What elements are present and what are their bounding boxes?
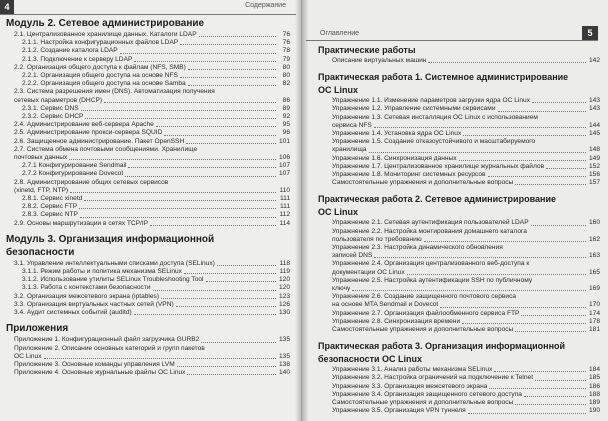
dot-leader	[180, 44, 276, 45]
toc-entry	[318, 146, 600, 154]
toc-entry	[6, 260, 290, 268]
section-gap	[6, 317, 290, 321]
toc-entry-text: 2.2.2. Организация общего доступа на основе Samba	[22, 80, 186, 88]
toc-entry-text: 3.1.1. Режим работы и политика механизма SELinux	[22, 268, 182, 276]
toc-entry-text: 2.8. Администрирование общих сетевых сервисов	[14, 178, 169, 186]
toc-entry-page: 144	[588, 121, 600, 129]
toc-entry-text: 2.3.2. Сервис DHCP	[22, 113, 84, 121]
toc-entry	[318, 391, 600, 399]
dot-leader	[44, 358, 277, 359]
toc-entry-page: 145	[588, 130, 600, 138]
toc-entry	[6, 105, 290, 113]
dot-leader	[176, 306, 276, 307]
toc-entry-text: Упражнение 2.6. Создание защищенного почтового сервиса	[332, 293, 517, 301]
dot-leader	[134, 314, 276, 315]
toc-entry-text: Упражнение 1.1. Изменение параметров загрузки ядра OC Linux	[332, 97, 530, 105]
toc-entry	[6, 162, 290, 170]
toc-entry	[318, 318, 600, 326]
toc-entry-text-continued: сервиса NFS	[332, 121, 372, 129]
toc-entry-text: 2.6. Защищенное администрирование. Пакет OpenSSH	[14, 137, 185, 145]
right-page-header	[306, 26, 598, 41]
toc-entry-text: Упражнение 1.3. Сетевая инсталляция OC Linux с использованием	[332, 113, 538, 121]
section-title: Модуль 2. Сетевое администрирование	[6, 18, 205, 29]
toc-entry-text: 3.3. Организация виртуальных частных сетей (VPN)	[14, 300, 174, 308]
section-title-continued: безопасности	[6, 246, 75, 258]
toc-entry-text-continued: документации OC Linux	[332, 268, 405, 276]
dot-leader	[494, 371, 586, 372]
dot-leader	[70, 192, 276, 193]
toc-entry-text-continued: (xinetd, FTP, NTP)	[14, 186, 69, 194]
toc-entry	[318, 399, 600, 407]
toc-entry-text: 2.7.2 Конфигурирование Dovecot	[22, 170, 124, 178]
toc-entry	[318, 171, 600, 179]
section-title: Практическая работа 2. Сетевое администрирование	[318, 194, 556, 205]
dot-leader	[462, 323, 586, 324]
dot-leader	[85, 118, 276, 119]
dot-leader	[84, 200, 276, 201]
toc-entry-text-continued: хранилища	[332, 146, 367, 154]
dot-leader	[128, 167, 276, 168]
dot-leader	[161, 298, 276, 299]
toc-entry	[318, 179, 600, 187]
toc-entry	[318, 366, 600, 374]
toc-entry	[318, 285, 600, 293]
toc-entry	[318, 155, 600, 163]
toc-entry	[318, 269, 600, 277]
dot-leader	[80, 217, 276, 218]
dot-leader	[369, 152, 586, 153]
toc-entry-page: 165	[588, 268, 600, 276]
toc-entry	[6, 138, 290, 146]
toc-entry-text: 2.1. Централизованное хранилище данных. Каталоги LDAP	[14, 31, 197, 38]
toc-entry-text: Упражнение 2.1. Сетевая аутентификация пользователей LDAP	[332, 219, 529, 227]
toc-entry-text-continued: OC Linux	[14, 352, 42, 360]
toc-entry	[318, 374, 600, 382]
toc-entry	[6, 309, 290, 317]
toc-entry-text: 2.7. Система обмена почтовыми сообщениями. Хранилище	[14, 145, 198, 153]
toc-entry-text: Упражнение 3.4. Организация защищенного сетевого доступа	[332, 390, 522, 398]
section-gap	[6, 228, 290, 232]
dot-leader	[546, 168, 586, 169]
toc-entry	[318, 97, 600, 105]
toc-entry-page: 120	[278, 276, 290, 284]
toc-entry-text: 2.8.2. Сервис FTP	[22, 203, 78, 211]
toc-entry-text: Упражнение 3.1. Анализ работы механизма SELinux	[332, 366, 493, 374]
toc-entry	[318, 301, 600, 309]
dot-leader	[524, 396, 586, 397]
dot-leader	[440, 307, 586, 308]
toc-entry	[6, 220, 290, 228]
toc-entry	[6, 31, 290, 39]
section-title: Модуль 3. Организация информационной	[6, 233, 215, 245]
dot-leader	[459, 160, 586, 161]
toc-entry-text: 2.4. Администрирование веб-сервера Apache	[14, 121, 154, 129]
toc-entry	[6, 113, 290, 121]
toc-entry-page: 160	[588, 219, 600, 227]
toc-entry	[6, 154, 290, 162]
toc-entry-text: Упражнение 3.3. Организация межсетевого экрана	[332, 382, 488, 390]
toc-entry	[318, 310, 600, 318]
toc-entry-page: 181	[588, 326, 600, 334]
toc-entry-text: Упражнение 2.4. Организация централизованного веб-доступа к	[332, 260, 530, 268]
toc-entry-page: 130	[278, 309, 290, 317]
toc-entry-page: 89	[282, 104, 290, 112]
toc-entry-page: 80	[282, 63, 290, 71]
toc-entry-page: 101	[278, 137, 290, 145]
section-title: Практическая работа 3. Организация информационной	[318, 341, 566, 352]
dot-leader	[177, 366, 276, 367]
dot-leader	[199, 36, 276, 37]
toc-entry-text: 3.1.2. Использование утилиты SELinux Troubleshooting Tool	[22, 276, 204, 284]
toc-entry	[6, 80, 290, 88]
toc-entry	[6, 97, 290, 105]
dot-leader	[498, 111, 586, 112]
toc-entry-page: 82	[282, 80, 290, 88]
section-title: Практические работы	[318, 45, 416, 55]
toc-entry-page: 149	[588, 154, 600, 162]
toc-entry-page: 106	[278, 154, 290, 162]
toc-entry-page: 162	[588, 235, 600, 243]
dot-leader	[156, 126, 276, 127]
dot-leader	[134, 61, 276, 62]
toc-entry-text: Упражнение 1.6. Синхронизация данных	[332, 154, 457, 162]
toc-entry	[318, 383, 600, 391]
toc-entry-text: 2.2.1. Организация общего доступа на основе NFS	[22, 72, 178, 80]
toc-entry-text: 2.1.1. Настройка конфигурационных файлов LDAP	[22, 39, 179, 47]
left-page-number: 4	[0, 0, 14, 14]
toc-entry	[6, 195, 290, 203]
toc-entry	[318, 326, 600, 334]
toc-entry	[6, 39, 290, 47]
dot-leader	[201, 342, 276, 343]
dot-leader	[180, 77, 276, 78]
toc-entry-text: Приложение 4. Основные журнальные файлы OC Linux	[14, 369, 186, 377]
toc-entry-page: 119	[279, 268, 290, 276]
section-title-continued: OC Linux	[318, 85, 358, 96]
toc-entry	[6, 56, 290, 64]
left-page	[0, 0, 301, 421]
right-running-header: Оглавление	[320, 30, 360, 37]
toc-entry	[6, 369, 290, 377]
toc-entry-page: 186	[588, 382, 600, 390]
section-gap	[318, 334, 600, 338]
toc-entry-page: 169	[588, 285, 600, 293]
toc-entry	[6, 361, 290, 369]
dot-leader	[206, 281, 276, 282]
dot-leader	[463, 135, 586, 136]
toc-entry-page: 95	[282, 121, 290, 129]
dot-leader	[217, 265, 276, 266]
toc-entry-page: 118	[279, 259, 290, 267]
toc-entry	[6, 276, 290, 284]
toc-entry-page: 170	[588, 301, 600, 309]
toc-entry-text: Самостоятельные упражнения и дополнительные вопросы	[332, 399, 514, 407]
dot-leader	[515, 404, 586, 405]
toc-entry-page: 188	[588, 390, 600, 398]
toc-entry-text: Приложение 3. Основные команды управления LVM	[14, 360, 175, 368]
left-page-header	[0, 0, 296, 15]
dot-leader	[374, 257, 586, 258]
toc-entry	[6, 72, 290, 80]
toc-entry-text: Упражнение 1.7. Централизованное хранилище журнальных файлов	[332, 162, 545, 170]
toc-entry-text: 3.1.3. Работа с контекстами безопасности	[22, 284, 151, 292]
dot-leader	[153, 290, 276, 291]
dot-leader	[150, 225, 276, 226]
toc-entry-page: 114	[279, 219, 290, 227]
dot-leader	[79, 208, 276, 209]
section-title-continued: OC Linux	[318, 207, 358, 218]
toc-entry	[6, 336, 290, 344]
toc-entry-page: 79	[282, 55, 290, 63]
toc-entry-page: 135	[278, 336, 290, 344]
section-title: Приложения	[6, 323, 69, 335]
dot-leader	[428, 62, 586, 63]
dot-leader	[531, 225, 586, 226]
toc-entry	[318, 122, 600, 130]
section-title: Практическая работа 1. Системное администрирование	[318, 72, 569, 83]
toc-entry	[6, 211, 290, 219]
toc-entry-text: Упражнение 3.2. Настройка ограничений на подключение к Telnet	[332, 374, 534, 382]
dot-leader	[468, 413, 586, 414]
toc-entry-page: 111	[279, 203, 290, 211]
toc-entry-text: Упражнение 2.8. Синхронизация времени	[332, 317, 461, 325]
dot-leader	[120, 53, 276, 54]
dot-leader	[104, 102, 276, 103]
toc-entry-page: 140	[278, 369, 290, 377]
toc-entry	[6, 187, 290, 195]
toc-entry-page: 178	[588, 317, 600, 325]
dot-leader	[187, 374, 276, 375]
toc-entry-page: 135	[278, 352, 290, 360]
dot-leader	[69, 159, 276, 160]
toc-entry-page: 143	[588, 97, 600, 105]
toc-entry-text: 2.7.1 Конфигурирование Sendmail	[22, 162, 127, 170]
dot-leader	[164, 135, 276, 136]
right-page-number: 5	[582, 26, 598, 40]
toc-entry-page: 107	[278, 162, 290, 170]
toc-entry-page: 185	[588, 374, 600, 382]
dot-leader	[488, 176, 586, 177]
toc-entry-page: 126	[278, 300, 290, 308]
dot-leader	[515, 184, 586, 185]
toc-entry-text-continued: ключу	[332, 285, 351, 293]
dot-leader	[184, 273, 276, 274]
toc-entry-text: Упражнение 1.8. Мониторинг системных ресурсов	[332, 171, 486, 179]
toc-entry-text: 2.3.1. Сервис DNS	[22, 104, 79, 112]
toc-entry-page: 96	[282, 129, 290, 137]
dot-leader	[521, 315, 586, 316]
left-toc	[6, 16, 290, 377]
toc-entry	[318, 105, 600, 113]
toc-entry-page: 190	[588, 407, 600, 415]
toc-entry	[318, 163, 600, 171]
toc-entry-text: 2.2. Организация общего доступа к файлам (NFS, SMB)	[14, 63, 186, 71]
toc-entry-page: 86	[282, 96, 290, 104]
section-gap	[318, 187, 600, 191]
toc-entry-text: 3.1. Управление интеллектуальными списками доступа (SELinux)	[14, 259, 215, 267]
toc-entry	[318, 130, 600, 138]
toc-entry-page: 80	[282, 72, 290, 80]
toc-entry-page: 76	[282, 39, 290, 47]
toc-entry-text-continued: записей DNS	[332, 252, 373, 260]
toc-entry-text: Упражнение 2.5. Настройка аутентификации SSH по публичному	[332, 276, 533, 284]
toc-entry-text: 3.4. Аудит системных событий (auditd)	[14, 309, 132, 317]
dot-leader	[352, 290, 586, 291]
dot-leader	[186, 143, 276, 144]
toc-entry-page: 107	[278, 170, 290, 178]
dot-leader	[188, 85, 276, 86]
toc-entry-page: 189	[588, 399, 600, 407]
toc-entry-page: 174	[588, 309, 600, 317]
toc-entry-text: Самостоятельные упражнения и дополнительные вопросы	[332, 179, 514, 187]
toc-entry-page: 120	[278, 284, 290, 292]
toc-entry-page: 142	[588, 57, 600, 64]
section-gap	[318, 65, 600, 69]
toc-entry	[6, 203, 290, 211]
dot-leader	[515, 331, 586, 332]
section-title-continued: безопасности OC Linux	[318, 354, 423, 365]
toc-entry-text-continued: почтовых данных	[14, 154, 68, 162]
toc-entry	[6, 284, 290, 292]
toc-entry-text: 2.9. Основы маршрутизации в сетях TCP/IP	[14, 219, 149, 227]
dot-leader	[407, 274, 586, 275]
toc-entry	[318, 219, 600, 227]
toc-entry-text-continued: пользователя по требованию	[332, 235, 422, 243]
toc-entry	[6, 47, 290, 55]
toc-entry-page: 143	[588, 105, 600, 113]
toc-entry-text: Описание виртуальных машин	[332, 57, 427, 64]
toc-entry	[6, 268, 290, 276]
toc-entry	[6, 301, 290, 309]
toc-entry-text: 2.8.3. Сервис NTP	[22, 211, 78, 219]
toc-entry-text: 2.1.2. Создание каталога LDAP	[22, 47, 118, 55]
toc-entry	[6, 353, 290, 361]
toc-entry	[318, 236, 600, 244]
toc-entry-text: Приложение 1. Конфигурационный файл загрузчика GURB2	[14, 336, 200, 344]
toc-entry-text: Упражнение 2.2. Настройка монтирования домашнего каталога	[332, 227, 527, 235]
left-running-header: Содержание	[245, 2, 286, 9]
toc-entry-page: 123	[278, 292, 290, 300]
toc-entry-text: 2.3. Система разрешения имен (DNS). Автоматизация получения	[14, 88, 215, 96]
dot-leader	[374, 127, 586, 128]
toc-entry-text: Упражнение 1.2. Управление системными сервисами	[332, 105, 496, 113]
toc-entry-page: 184	[588, 366, 600, 374]
toc-entry-text: Приложение 2. Описание основных категорий и групп пакетов	[14, 344, 205, 352]
toc-entry-page: 110	[279, 186, 290, 194]
toc-entry-page: 111	[279, 195, 290, 203]
toc-entry-text: 2.8.1. Сервис xinetd	[22, 195, 83, 203]
toc-entry-text: 2.1.3. Подключение к серверу LDAP	[22, 55, 133, 63]
toc-entry-text: Упражнение 3.5. Организация VPN туннеля	[332, 407, 466, 415]
toc-entry-text: Упражнение 1.5. Создание отказоустойчивого и масштабируемого	[332, 138, 536, 146]
dot-leader	[532, 102, 586, 103]
toc-entry	[6, 64, 290, 72]
toc-entry-page: 157	[588, 179, 600, 187]
toc-entry-page: 76	[282, 31, 290, 38]
toc-entry-page: 163	[588, 252, 600, 260]
right-toc	[318, 42, 600, 416]
toc-entry	[6, 121, 290, 129]
toc-entry	[318, 407, 600, 415]
toc-entry-page: 148	[588, 146, 600, 154]
toc-entry	[6, 170, 290, 178]
toc-entry-page: 78	[282, 47, 290, 55]
dot-leader	[188, 69, 276, 70]
toc-entry-text-continued: сетевых параметров (DHCP)	[14, 96, 103, 104]
dot-leader	[125, 176, 276, 177]
toc-entry-text-continued: на основе MTA Sendmail и Dovecot	[332, 301, 439, 309]
toc-entry	[318, 57, 600, 65]
toc-entry-text: 3.2. Организация межсетевого экрана (iptables)	[14, 292, 160, 300]
dot-leader	[81, 110, 276, 111]
dot-leader	[424, 241, 586, 242]
toc-entry-page: 156	[588, 171, 600, 179]
dot-leader	[489, 388, 586, 389]
toc-entry-page: 138	[278, 360, 290, 368]
toc-entry-text: Самостоятельные упражнения и дополнительные вопросы	[332, 326, 514, 334]
toc-entry-page: 92	[282, 113, 290, 121]
dot-leader	[535, 380, 586, 381]
toc-entry-text: Упражнение 1.4. Установка ядра OC Linux	[332, 130, 462, 138]
toc-entry-text: Упражнение 2.7. Организация файлообменного сервиса FTP	[332, 309, 520, 317]
toc-entry	[6, 129, 290, 137]
toc-entry-text: Упражнение 2.3. Настройка динамического обновления	[332, 244, 503, 252]
toc-entry-page: 112	[279, 211, 290, 219]
toc-entry-page: 152	[588, 162, 600, 170]
toc-entry-text: 2.5. Администрирование прокси-сервера SQUID	[14, 129, 163, 137]
toc-entry	[6, 293, 290, 301]
right-page	[302, 0, 608, 421]
